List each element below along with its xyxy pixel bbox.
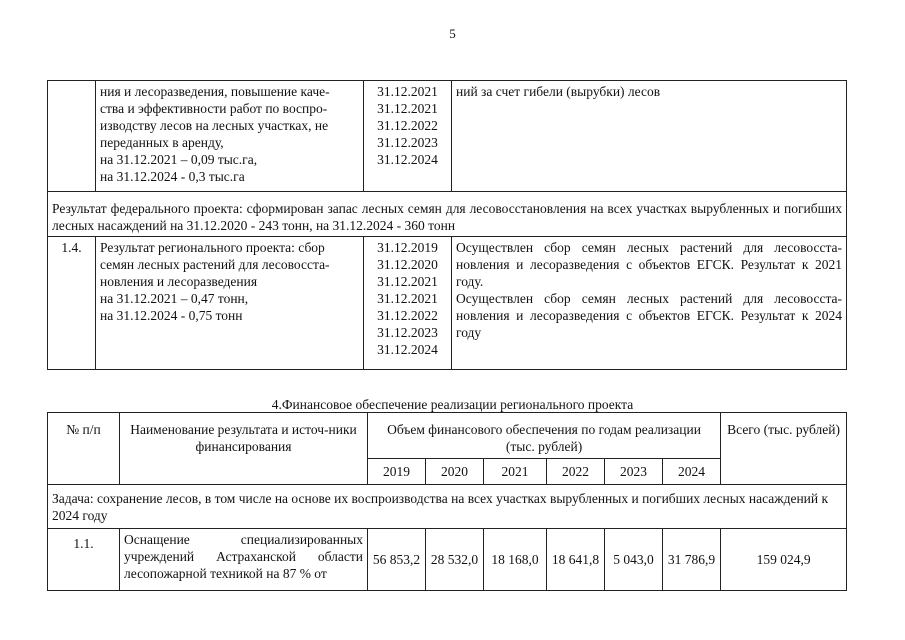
result-name: ния и лесоразведения, повышение каче- ства и эффективности работ по воспро- изводству лесов на лесных участках, не переданных в аренду, на 31.12.2021 – 0,09 тыс.га, на 31.12.2024 - 0,3 тыс.га: [96, 81, 364, 192]
row-number: [48, 81, 96, 192]
results-table: [47, 80, 847, 370]
year-header: 2020: [426, 459, 484, 485]
header-volume: Объем финансового обеспечения по годам реализации (тыс. рублей): [368, 413, 721, 459]
result-description: [452, 237, 847, 370]
header-total: Всего (тыс. рублей): [721, 413, 847, 485]
year-header: 2019: [368, 459, 426, 485]
header-name: Наименование результата и источ-ники финансирования: [120, 413, 368, 485]
section-title: 4.Финансовое обеспечение реализации регионального проекта: [271, 397, 634, 412]
result-dates: 31.12.2021 31.12.2021 31.12.2022 31.12.2023 31.12.2024: [364, 81, 452, 192]
value-cell: 28 532,0: [426, 529, 484, 591]
result-name: Результат регионального проекта: сбор семян лесных растений для лесовосста- новления и лесоразведения на 31.12.2021 – 0,47 тонн, на 31.12.2024 - 0,75 тонн: [96, 237, 364, 370]
header-row: [48, 413, 847, 459]
table-row: [48, 237, 847, 370]
result-name: Оснащение специализированных учреждений Астраханской области лесопожарной техникой на 87 % от: [120, 529, 368, 591]
federal-result-row: [48, 192, 847, 237]
year-header: 2023: [605, 459, 663, 485]
value-cell: 31 786,9: [663, 529, 721, 591]
table-row: [48, 529, 847, 591]
value-cell: 18 168,0: [484, 529, 547, 591]
page-number: 5: [449, 26, 456, 41]
year-header: 2024: [663, 459, 721, 485]
task-text: Задача: сохранение лесов, в том числе на основе их воспроизводства на всех участках вырубленных и погибших лесных насаждений к 2024 году: [48, 485, 847, 529]
value-cell: 5 043,0: [605, 529, 663, 591]
year-header: 2021: [484, 459, 547, 485]
federal-result: Результат федерального проекта: сформирован запас лесных семян для лесовосстановления на всех участках вырубленных и погибших лесных насаждений на 31.12.2020 - 243 тонн, на 31.12.2024 - 360 тонн: [48, 192, 847, 237]
year-header: 2022: [547, 459, 605, 485]
table-row: [48, 81, 847, 192]
result-dates: 31.12.2019 31.12.2020 31.12.2021 31.12.2021 31.12.2022 31.12.2023 31.12.2024: [364, 237, 452, 370]
value-cell: 18 641,8: [547, 529, 605, 591]
total-cell: 159 024,9: [721, 529, 847, 591]
result-text-2: Осуществлен сбор семян лесных растений для лесовосста-новления и лесоразведения с объектов ЕГСК. Результат к 2024 году: [456, 291, 842, 340]
value-cell: 56 853,2: [368, 529, 426, 591]
result-text-1: Осуществлен сбор семян лесных растений для лесовосста-новления и лесоразведения с объектов ЕГСК. Результат к 2021 году.: [456, 240, 842, 289]
header-num: № п/п: [48, 413, 120, 485]
task-row: [48, 485, 847, 529]
finance-table: [47, 412, 847, 591]
result-description: ний за счет гибели (вырубки) лесов: [452, 81, 847, 192]
row-number: 1.1.: [48, 529, 120, 591]
row-number: 1.4.: [48, 237, 96, 370]
